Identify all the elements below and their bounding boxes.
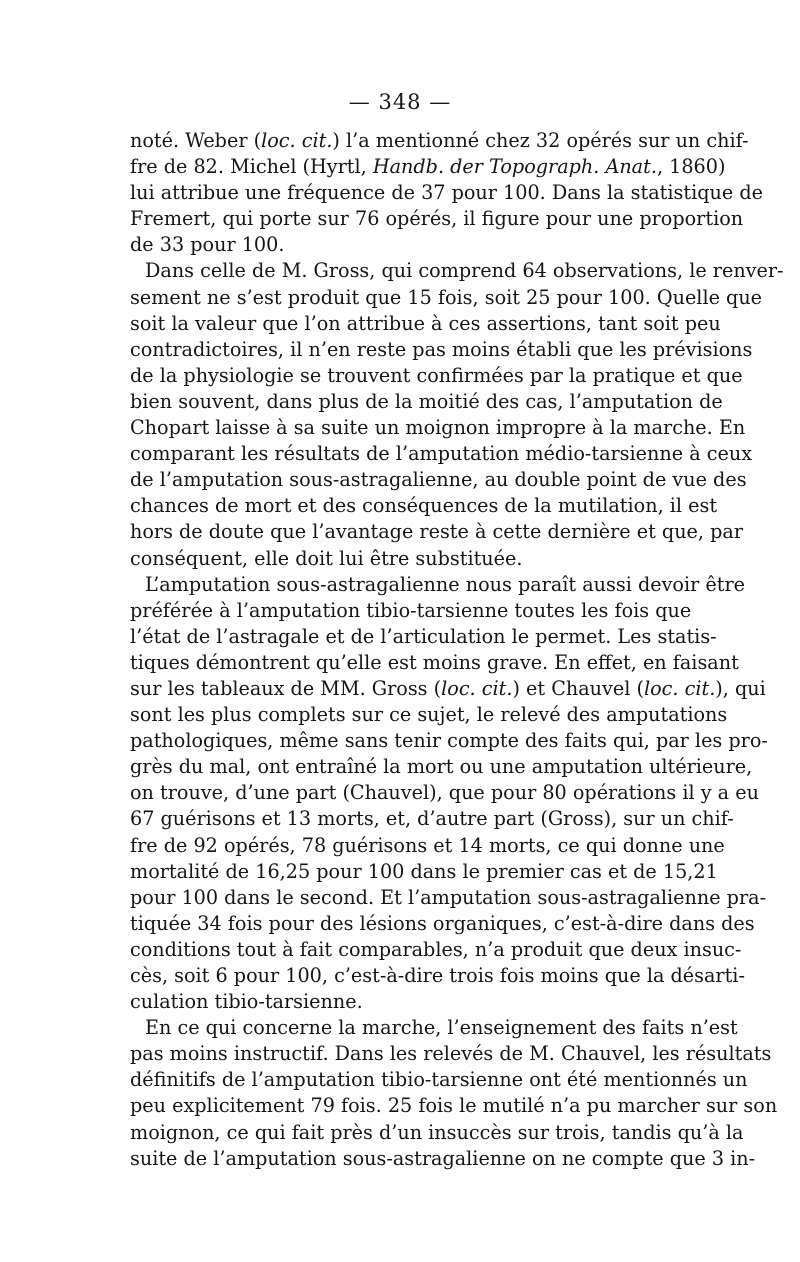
text-line: Dans celle de M. Gross, qui comprend 64 observations, le renver- [145, 259, 784, 283]
text-line: grès du mal, ont entraîné la mort ou une amputation ultérieure, [130, 755, 753, 779]
text-line: de l’amputation sous-astragalienne, au double point de vue des [130, 468, 747, 492]
text-line: on trouve, d’une part (Chauvel), que pour 80 opérations il y a eu [130, 781, 759, 805]
text-line: sement ne s’est produit que 15 fois, soit 25 pour 100. Quelle que [130, 285, 763, 309]
text-line: noté. Weber (loc. cit.) l’a mentionné chez 32 opérés sur un chif- [130, 129, 749, 152]
text-line: sont les plus complets sur ce sujet, le relevé des amputations [130, 703, 728, 727]
text-line: 67 guérisons et 13 morts, et, d’autre part (Gross), sur un chif- [130, 807, 734, 831]
text-line: contradictoires, il n’en reste pas moins établi que les prévisions [130, 337, 753, 361]
text-line: cès, soit 6 pour 100, c’est-à-dire trois fois moins que la désarti- [130, 964, 745, 987]
text-line: fre de 92 opérés, 78 guérisons et 14 morts, ce qui donne une [130, 833, 725, 857]
text-line: L’amputation sous-astragalienne nous paraît aussi devoir être [145, 572, 745, 596]
text-line: pour 100 dans le second. Et l’amputation sous-astragalienne pra- [130, 885, 767, 909]
text-line: bien souvent, dans plus de la moitié des cas, l’amputation de [130, 389, 723, 413]
text-line: pathologiques, même sans tenir compte des faits qui, par les pro- [130, 729, 768, 753]
text-line: tiques démontrent qu’elle est moins grave. En effet, en faisant [130, 650, 739, 674]
body-text [130, 128, 784, 1172]
text-line: Fremert, qui porte sur 76 opérés, il figure pour une proportion [130, 207, 744, 231]
text-line: moignon, ce qui fait près d’un insuccès sur trois, tandis qu’à la [130, 1120, 744, 1144]
text-line: sur les tableaux de MM. Gross (loc. cit.) et Chauvel (loc. cit.), qui [130, 676, 766, 700]
text-line: peu explicitement 79 fois. 25 fois le mutilé n’a pu marcher sur son [130, 1094, 778, 1118]
text-line: pas moins instructif. Dans les relevés de M. Chauvel, les résultats [130, 1042, 772, 1066]
text-line: chances de mort et des conséquences de la mutilation, il est [130, 494, 718, 518]
italic-citation: Handb. der Topograph. Anat. [372, 155, 657, 179]
text-line: tiquée 34 fois pour des lésions organiques, c’est-à-dire dans des [130, 911, 755, 935]
text-line: soit la valeur que l’on attribue à ces assertions, tant soit peu [130, 311, 721, 335]
page-number: — 348 — [348, 90, 452, 114]
text-line: Chopart laisse à sa suite un moignon impropre à la marche. En [130, 416, 746, 440]
text-line: de 33 pour 100. [130, 233, 285, 257]
text-line: lui attribue une fréquence de 37 pour 100. Dans la statistique de [130, 181, 763, 205]
text-line: culation tibio-tarsienne. [130, 990, 363, 1014]
italic-citation: loc. cit. [643, 676, 716, 700]
paragraph-3 [130, 572, 768, 1016]
paragraph-1 [130, 128, 763, 258]
text-line: hors de doute que l’avantage reste à cette dernière et que, par [130, 520, 744, 544]
text-line: En ce qui concerne la marche, l’enseignement des faits n’est [145, 1016, 738, 1040]
text-line: conséquent, elle doit lui être substituée. [130, 546, 523, 570]
text-line: définitifs de l’amputation tibio-tarsienne ont été mentionnés un [130, 1068, 748, 1092]
text-line: de la physiologie se trouvent confirmées par la pratique et que [130, 363, 743, 387]
italic-citation: loc. cit. [441, 676, 513, 700]
text-line: conditions tout à fait comparables, n’a produit que deux insuc- [130, 937, 742, 961]
text-line: préférée à l’amputation tibio-tarsienne toutes les fois que [130, 598, 692, 622]
text-line: l’état de l’astragale et de l’articulation le permet. Les statis- [130, 624, 717, 648]
paragraph-4 [130, 1015, 778, 1172]
text-line: fre de 82. Michel (Hyrtl, Handb. der Topograph. Anat., 1860) [130, 155, 726, 179]
text-line: suite de l’amputation sous-astragalienne on ne compte que 3 in- [130, 1146, 756, 1170]
paragraph-2 [130, 258, 784, 571]
text-line: comparant les résultats de l’amputation médio-tarsienne à ceux [130, 442, 753, 466]
italic-citation: loc. cit. [261, 129, 333, 152]
text-line: mortalité de 16,25 pour 100 dans le premier cas et de 15,21 [130, 859, 718, 883]
